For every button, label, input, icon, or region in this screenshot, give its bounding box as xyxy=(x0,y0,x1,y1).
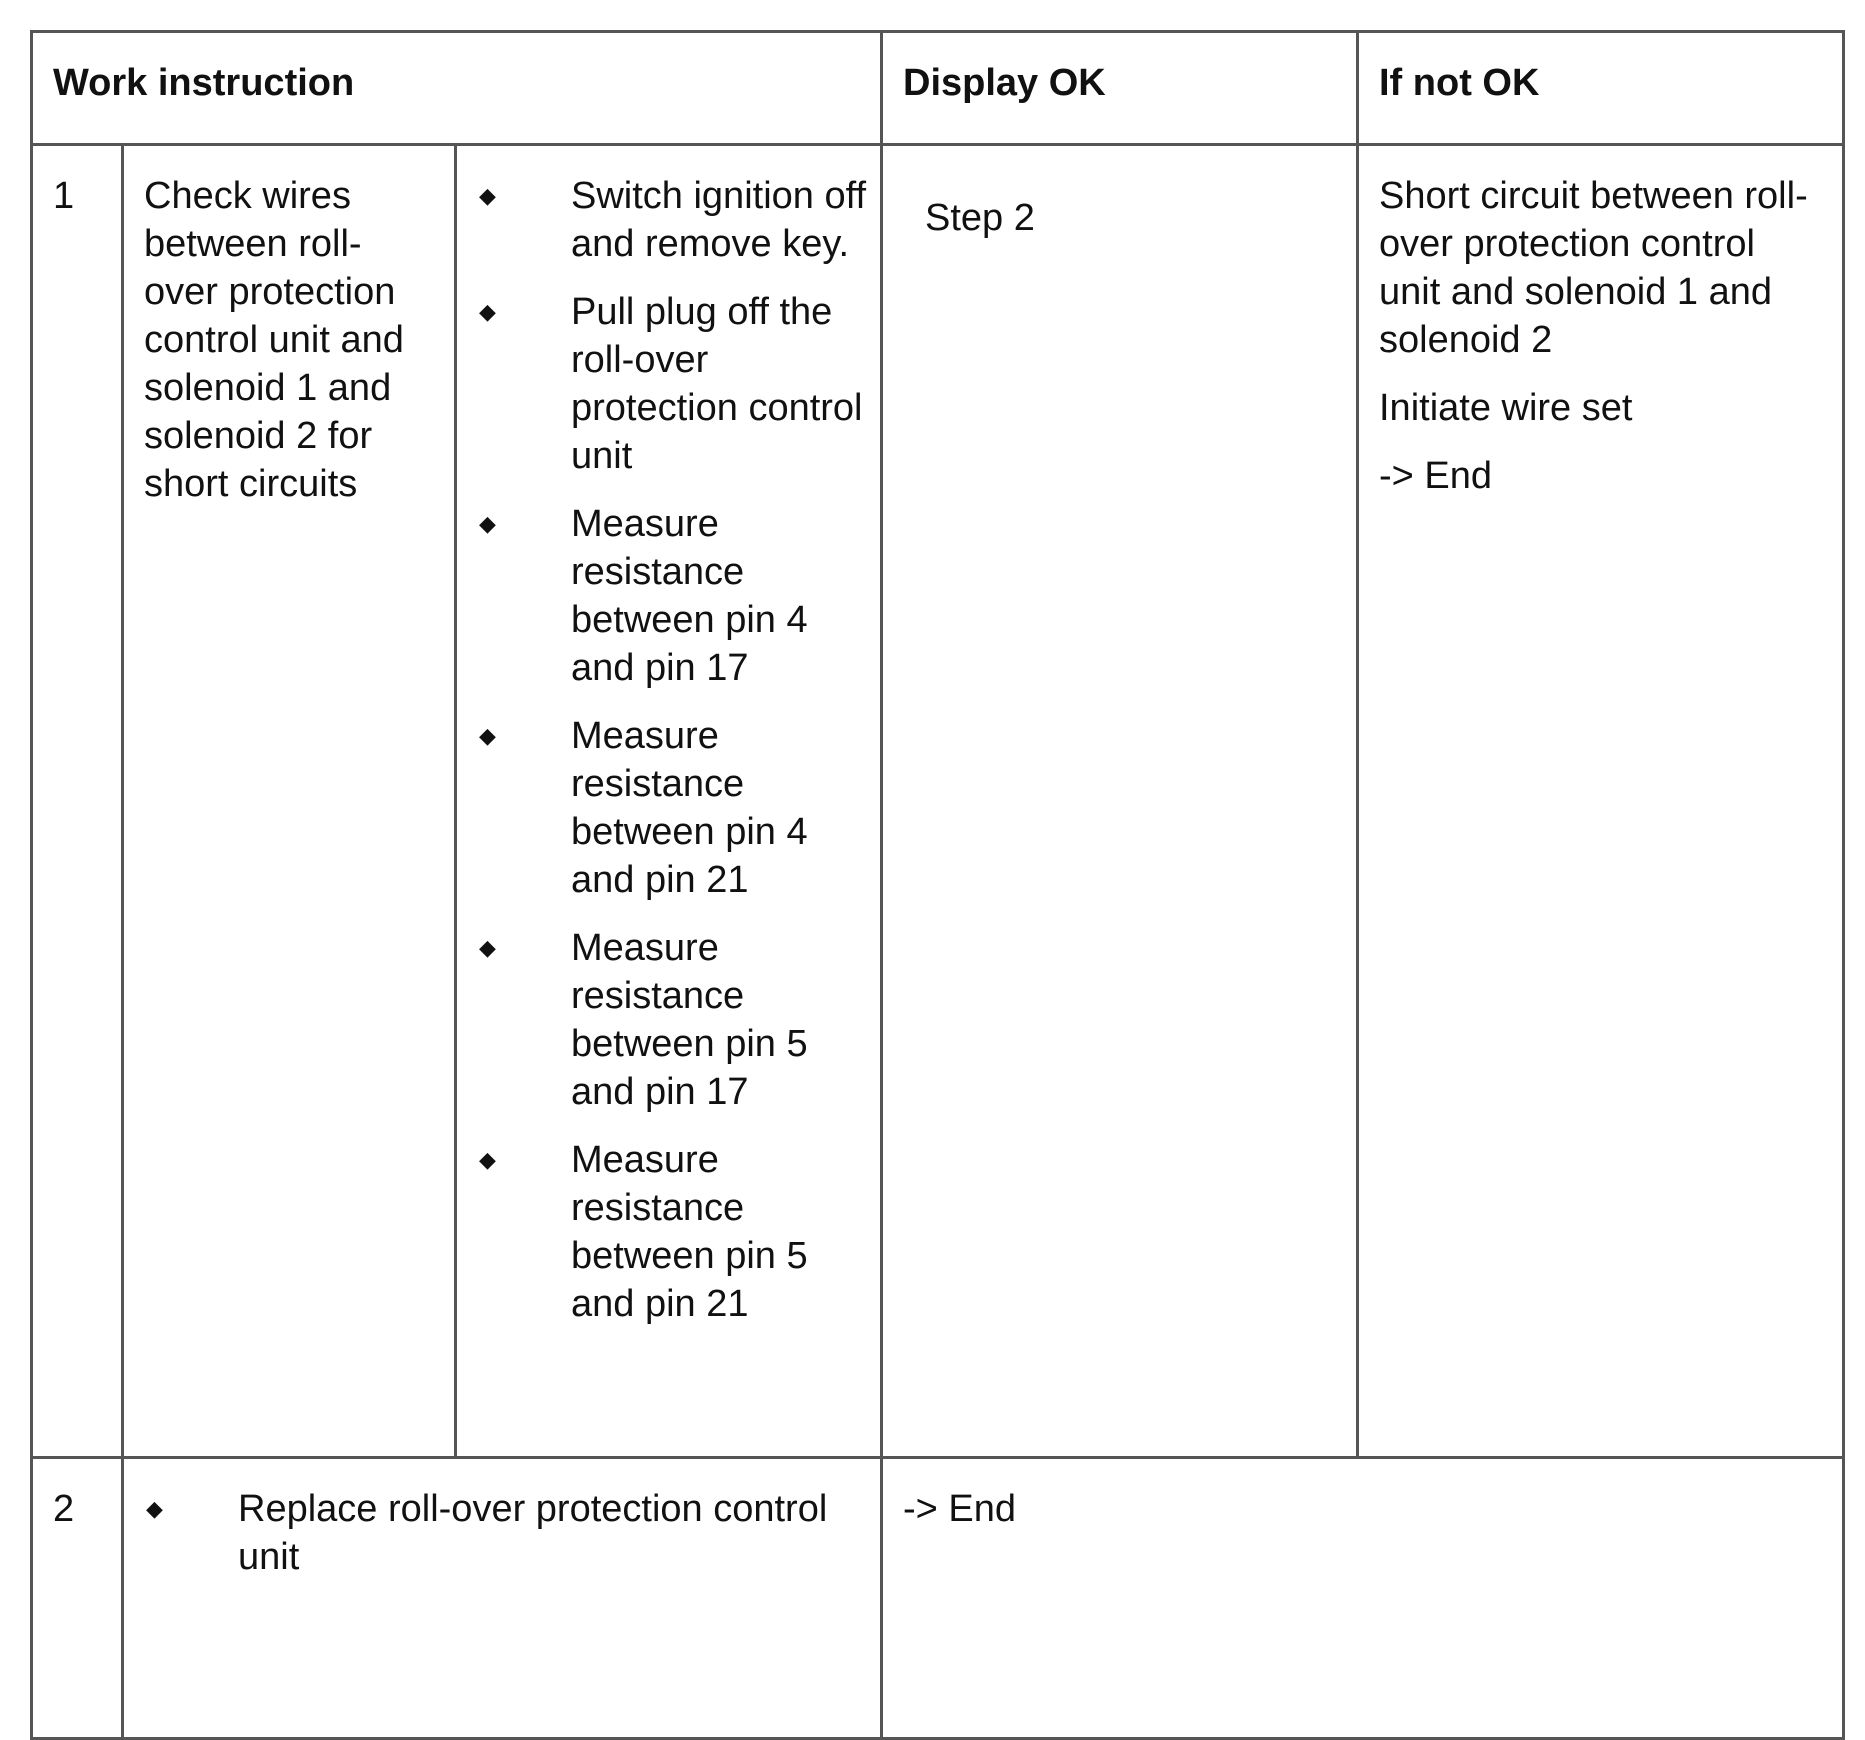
step-number: 2 xyxy=(32,1458,123,1739)
header-display-ok: Display OK xyxy=(882,32,1358,145)
header-row xyxy=(32,32,1844,145)
step-text: Measure resistance between pin 4 and pin 17 xyxy=(571,503,808,689)
step-text: Measure resistance between pin 5 and pin 17 xyxy=(571,927,808,1113)
task-description: Check wires between roll-over protection control unit and solenoid 1 and solenoid 2 for short circuits xyxy=(123,145,456,1458)
table-row xyxy=(32,1458,1844,1739)
diamond-bullet-icon: ◆ xyxy=(479,1147,496,1172)
diamond-bullet-icon: ◆ xyxy=(146,1496,163,1521)
display-ok-value: Step 2 xyxy=(882,145,1358,1458)
step-text: Measure resistance between pin 5 and pin 21 xyxy=(571,1139,808,1325)
list-item xyxy=(479,500,870,692)
diamond-bullet-icon: ◆ xyxy=(479,299,496,324)
work-instruction-table xyxy=(30,30,1845,1740)
list-item xyxy=(479,1136,870,1328)
steps-cell xyxy=(456,145,882,1458)
header-if-not-ok: If not OK xyxy=(1358,32,1844,145)
if-not-ok-action: Initiate wire set xyxy=(1379,387,1633,429)
step-text: Switch ignition off and remove key. xyxy=(571,175,867,265)
display-ok-value: -> End xyxy=(882,1458,1844,1739)
list-item xyxy=(479,172,870,268)
diamond-bullet-icon: ◆ xyxy=(479,511,496,536)
step-number: 1 xyxy=(32,145,123,1458)
replace-step-cell xyxy=(123,1458,882,1739)
step-text: Measure resistance between pin 4 and pin 21 xyxy=(571,715,808,901)
if-not-ok-fault: Short circuit between roll-over protection control unit and solenoid 1 and solenoid 2 xyxy=(1379,175,1808,361)
list-item xyxy=(479,712,870,904)
if-not-ok-end: -> End xyxy=(1379,455,1493,497)
diamond-bullet-icon: ◆ xyxy=(479,723,496,748)
if-not-ok-cell xyxy=(1358,145,1844,1458)
diamond-bullet-icon: ◆ xyxy=(479,183,496,208)
diamond-bullet-icon: ◆ xyxy=(479,935,496,960)
step-text: Replace roll-over protection control unit xyxy=(238,1488,828,1578)
header-work-instruction: Work instruction xyxy=(32,32,882,145)
list-item xyxy=(124,1459,880,1581)
step-text: Pull plug off the roll-over protection control unit xyxy=(571,291,863,477)
list-item xyxy=(479,288,870,480)
steps-list xyxy=(457,146,880,1328)
list-item xyxy=(479,924,870,1116)
table-row xyxy=(32,145,1844,1458)
